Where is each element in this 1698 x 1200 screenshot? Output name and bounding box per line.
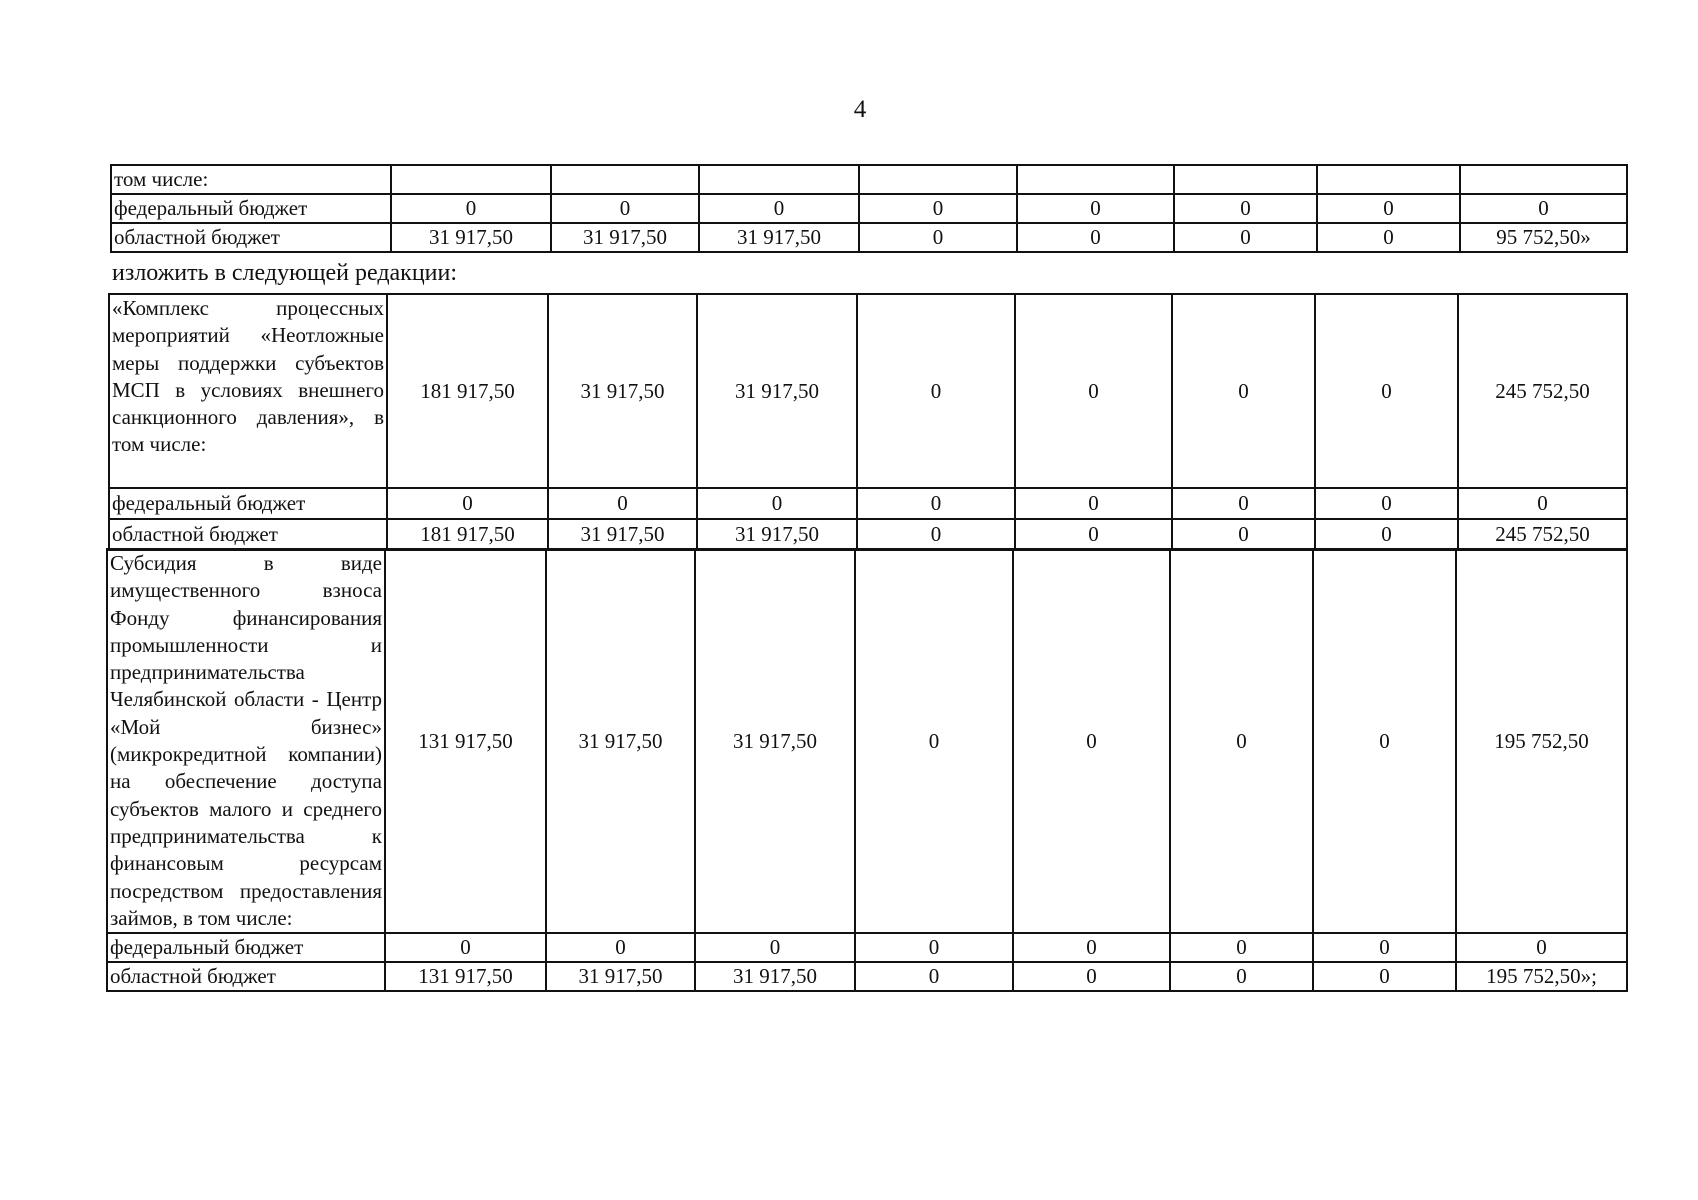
table-row	[111, 165, 1627, 194]
table-cell: 0	[546, 933, 695, 962]
table-cell: 0	[1458, 488, 1627, 519]
table-cell: 0	[1456, 933, 1627, 962]
table-cell: 31 917,50	[695, 549, 855, 933]
row-label: федеральный бюджет	[109, 488, 387, 519]
table-cell	[1174, 165, 1317, 194]
table-row	[111, 223, 1627, 252]
row-label: федеральный бюджет	[111, 194, 391, 223]
table-cell: 0	[1172, 488, 1315, 519]
table-row	[107, 933, 1627, 962]
table-cell: 0	[1015, 488, 1172, 519]
table-cell: 31 917,50	[391, 223, 551, 252]
table-cell: 0	[859, 194, 1017, 223]
table-cell: 0	[1013, 933, 1170, 962]
table-cell: 31 917,50	[695, 962, 855, 991]
table-cell: 0	[857, 519, 1015, 550]
table-cell: 31 917,50	[546, 962, 695, 991]
table-cell: 0	[859, 223, 1017, 252]
table-cell: 0	[697, 488, 857, 519]
table-cell: 0	[1172, 519, 1315, 550]
table-cell: 0	[1170, 549, 1313, 933]
table-cell: 181 917,50	[387, 294, 548, 488]
page-number: 4	[853, 96, 867, 123]
table-cell: 0	[1013, 962, 1170, 991]
table-row	[109, 519, 1627, 550]
table-cell: 0	[1174, 194, 1317, 223]
row-label: Субсидия в виде имущественного взноса Фонду финансирования промышленности и предпринимательства Челябинской области - Центр «Мой бизнес» (микрокредитной компании) на обеспечение доступа субъектов малого и среднего предпринимательства к финансовым ресурсам посредством предоставления займов, в том числе:	[107, 549, 385, 933]
table-cell: 0	[385, 933, 546, 962]
table-row	[111, 194, 1627, 223]
table-cell: 0	[855, 549, 1013, 933]
table-cell: 0	[1317, 223, 1460, 252]
table-cell: 0	[551, 194, 699, 223]
table-cell	[1460, 165, 1627, 194]
table-cell	[1017, 165, 1174, 194]
table-cell: 131 917,50	[385, 962, 546, 991]
row-label: том числе:	[111, 165, 391, 194]
table-row	[109, 294, 1627, 488]
table-cell: 31 917,50	[697, 294, 857, 488]
table-row	[107, 962, 1627, 991]
table-cell: 31 917,50	[548, 294, 697, 488]
table-cell: 0	[1313, 549, 1456, 933]
table-row	[107, 549, 1627, 933]
table-cell: 0	[855, 933, 1013, 962]
table-cell: 0	[1013, 549, 1170, 933]
table-cell	[1317, 165, 1460, 194]
table-cell: 0	[1315, 488, 1458, 519]
table-cell	[551, 165, 699, 194]
budget-table-subsidy	[106, 548, 1628, 992]
table-cell: 0	[855, 962, 1013, 991]
table-cell: 0	[387, 488, 548, 519]
table-cell: 31 917,50	[699, 223, 859, 252]
table-cell: 31 917,50	[697, 519, 857, 550]
table-cell: 0	[1170, 933, 1313, 962]
table-cell: 0	[1170, 962, 1313, 991]
table-cell: 0	[1317, 194, 1460, 223]
table-cell	[699, 165, 859, 194]
budget-table-previous	[110, 164, 1628, 253]
table-cell: 0	[1015, 519, 1172, 550]
row-label: областной бюджет	[107, 962, 385, 991]
table-cell	[391, 165, 551, 194]
intro-text: изложить в следующей редакции:	[112, 260, 458, 286]
table-cell: 0	[1313, 962, 1456, 991]
table-cell: 0	[1017, 194, 1174, 223]
table-cell: 195 752,50	[1456, 549, 1627, 933]
row-label: областной бюджет	[109, 519, 387, 550]
table-cell: 195 752,50»;	[1456, 962, 1627, 991]
table-cell: 0	[1313, 933, 1456, 962]
table-cell: 0	[1315, 294, 1458, 488]
row-label: областной бюджет	[111, 223, 391, 252]
table-cell: 0	[1015, 294, 1172, 488]
table-cell: 0	[857, 294, 1015, 488]
table-cell: 31 917,50	[546, 549, 695, 933]
budget-table-new-edition	[108, 293, 1628, 551]
table-cell: 181 917,50	[387, 519, 548, 550]
table-cell: 0	[1460, 194, 1627, 223]
row-label: «Комплекс процессных мероприятий «Неотложные меры поддержки субъектов МСП в условиях внешнего санкционного давления», в том числе:	[109, 294, 387, 488]
table-cell	[859, 165, 1017, 194]
table-cell: 0	[699, 194, 859, 223]
table-cell: 131 917,50	[385, 549, 546, 933]
table-cell: 0	[1174, 223, 1317, 252]
table-cell: 0	[695, 933, 855, 962]
table-cell: 0	[1172, 294, 1315, 488]
table-cell: 0	[1315, 519, 1458, 550]
table-cell: 31 917,50	[548, 519, 697, 550]
table-cell: 0	[857, 488, 1015, 519]
table-cell: 31 917,50	[551, 223, 699, 252]
table-cell: 95 752,50»	[1460, 223, 1627, 252]
table-row	[109, 488, 1627, 519]
row-label: федеральный бюджет	[107, 933, 385, 962]
table-cell: 0	[548, 488, 697, 519]
table-cell: 245 752,50	[1458, 519, 1627, 550]
table-cell: 245 752,50	[1458, 294, 1627, 488]
table-cell: 0	[391, 194, 551, 223]
table-cell: 0	[1017, 223, 1174, 252]
